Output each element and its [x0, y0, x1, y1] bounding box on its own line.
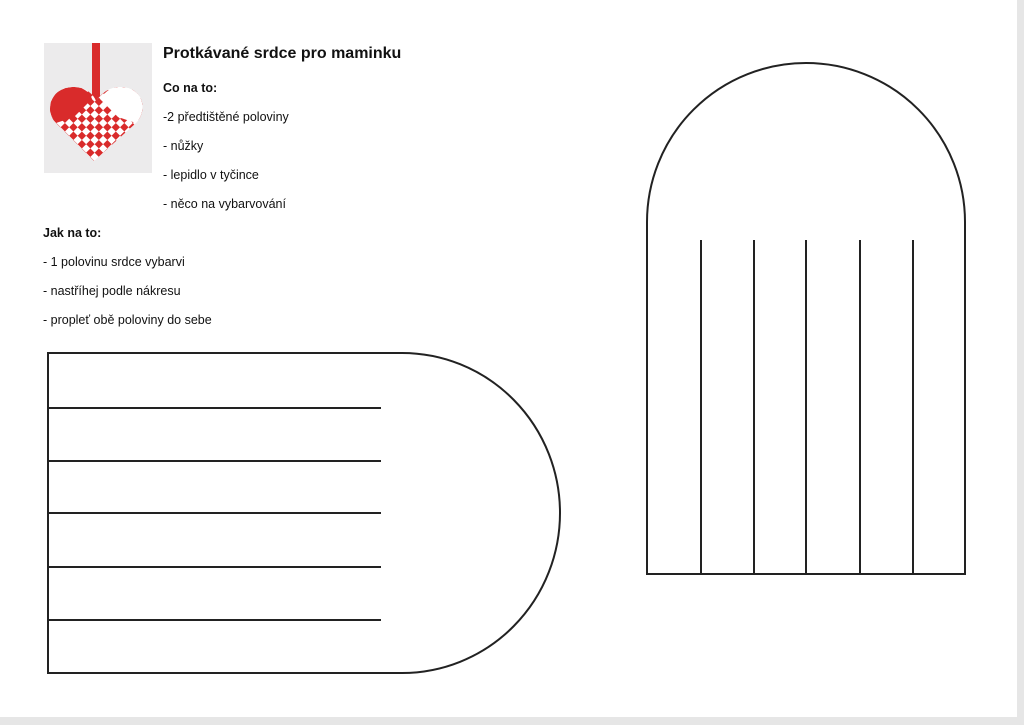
materials-item: -2 předtištěné poloviny	[163, 110, 289, 124]
left-heart-half-template	[48, 353, 560, 673]
steps-item: - nastříhej podle nákresu	[43, 284, 181, 298]
steps-heading: Jak na to:	[43, 226, 102, 240]
materials-item: - nůžky	[163, 139, 204, 153]
materials-heading: Co na to:	[163, 81, 218, 95]
materials-item: - něco na vybarvování	[163, 197, 286, 211]
right-heart-half-template	[647, 63, 965, 574]
steps-item: - propleť obě poloviny do sebe	[43, 313, 212, 327]
page-title: Protkávané srdce pro maminku	[163, 45, 402, 62]
materials-item: - lepidlo v tyčince	[163, 168, 259, 182]
steps-item: - 1 polovinu srdce vybarvi	[43, 255, 185, 269]
